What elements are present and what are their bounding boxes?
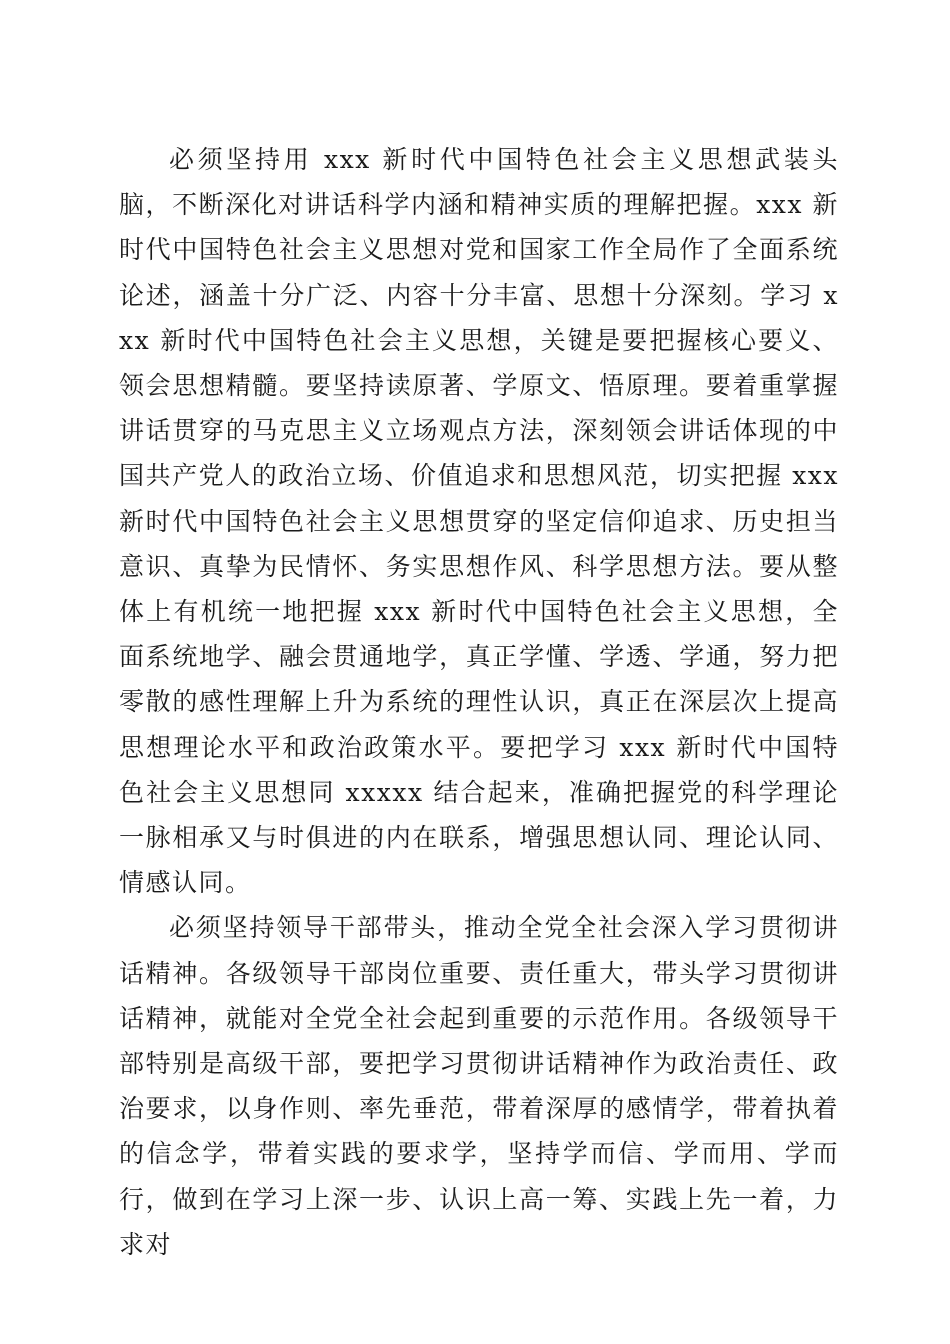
- document-body: [119, 137, 839, 1267]
- paragraph-1: 必须坚持用 xxx 新时代中国特色社会主义思想武装头脑，不断深化对讲话科学内涵和精神实质的理解把握。xxx 新时代中国特色社会主义思想对党和国家工作全局作了全面系统论述，涵盖十分广泛、内容十分丰富、思想十分深刻。学习 xxx 新时代中国特色社会主义思想，关键是要把握核心要义、领会思想精髓。要坚持读原著、学原文、悟原理。要着重掌握讲话贯穿的马克思主义立场观点方法，深刻领会讲话体现的中国共产党人的政治立场、价值追求和思想风范，切实把握 xxx 新时代中国特色社会主义思想贯穿的坚定信仰追求、历史担当意识、真挚为民情怀、务实思想作风、科学思想方法。要从整体上有机统一地把握 xxx 新时代中国特色社会主义思想，全面系统地学、融会贯通地学，真正学懂、学透、学通，努力把零散的感性理解上升为系统的理性认识，真正在深层次上提高思想理论水平和政治政策水平。要把学习 xxx 新时代中国特色社会主义思想同 xxxxx 结合起来，准确把握党的科学理论一脉相承又与时俱进的内在联系，增强思想认同、理论认同、情感认同。: [119, 145, 839, 898]
- paragraph-2: 必须坚持领导干部带头，推动全党全社会深入学习贯彻讲话精神。各级领导干部岗位重要、责任重大，带头学习贯彻讲话精神，就能对全党全社会起到重要的示范作用。各级领导干部特别是高级干部，要把学习贯彻讲话精神作为政治责任、政治要求，以身作则、率先垂范，带着深厚的感情学，带着执着的信念学，带着实践的要求学，坚持学而信、学而用、学而行，做到在学习上深一步、认识上高一筹、实践上先一着，力求对: [119, 913, 839, 1259]
